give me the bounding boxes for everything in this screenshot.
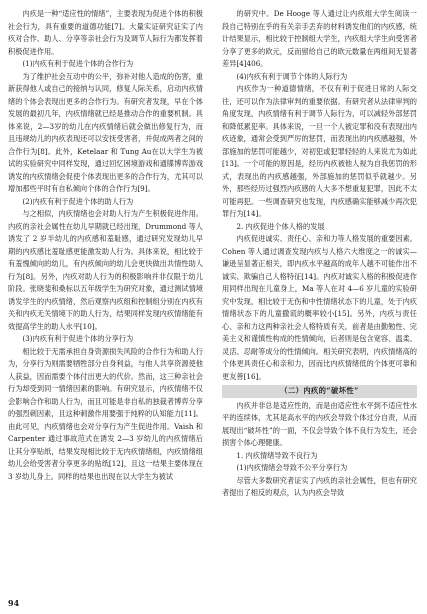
body-paragraph: 内疚作为一种道德情绪，不仅有利于促进日常的人际交往，还可以作为法律审判的重要依据。有研究者从法律审判的角度发现，内疚情绪有利于调节人际行为，可以减轻外部惩罚和降低累犯率。具体来说，一旦一个人被定罪和没有表现出内疚迹象，通常会受到严厉的惩罚，而表现出的内疚感越强，外部施加的惩罚可能越少，对初犯或犯罪轻轻的人来说尤为如此[13]。一个可能的原因是，经历内疚被他人视为自我惩罚的形式，表现出的内疚感越强，外部施加的惩罚似乎就越少。另外，那些经历过强烈内疚感的人大多不想重复犯罪，因此不太可能再犯。一些调查研究也发现，内疚感确实能够减少再次犯罪行为[14]。 [222, 84, 417, 218]
subheading: (2)内疚有利于促进个体的助人行为 [22, 196, 134, 206]
body-paragraph: 的研究中。De Hooge 等人通过让内疚组大学生阅读一段自己特别在乎的有关亲手丢弃的材料诱发他们的内疚感，统计结果显示，相比较于控制组大学生，内疚组大学生向受害者分享了更多的欧元，反而留给自己的欧元数量在两组间无显著差异[4]406。 [222, 9, 417, 68]
body-paragraph: 相比较于无需承担自身资源损失风险的合作行为和助人行为，分享行为则需要牺牲部分自身利益，与他人共享资源使他人获益，因而需要个体付出更大的代价。然而，这三种亲社会行为却受到同一情绪因素的影响。有研究显示，内疚情绪不仅会影响合作和助人行为，而且可能是非自私的独裁者博弈分享的强烈刺因素，且这种刺激作用要强于纯粹的认知能力[11]。由此可见，内疚情绪也会对分享行为产生促进作用。Vaish 和 Carpenter 通过事故范式在诱发 2—3 岁幼儿的内疚情绪后让其分享贴纸，结果发现相比较于无内疚情绪组，内疚情绪组幼儿会给受害者分享更多的贴纸[12]，且这一结果主要体现在 3 岁幼儿身上。同样的结果也出现在以大学生为被试 [8, 346, 203, 481]
body-paragraph: 尽管大多数研究者证实了内疚的亲社会属性，但也有研究者提出了相反的观点，认为内疚会导致 [222, 475, 417, 497]
subheading: (1)内疚有利于促进个体的合作行为 [22, 59, 134, 68]
body-paragraph: 内疚并非总是适应性的，而是由适应性水平到不适应性水平的连续体，尤其是高水平的内疚会导致个体过分自责，从而展现出“破坏性”的一面，不仅会导致个体不良行为发生，还会损害个体心理健康。 [222, 400, 417, 447]
body-paragraph: 为了维护社会互动中的公平，弥补对他人造成的伤害，重新获得他人或自己的接纳与认同，修复人际关系，启动内疚情绪的个体会表现出更多的合作行为。有研究者发现，早在个体发展的最初几年，内疚情绪就已经是推动合作的重要机制。具体来说，2—3岁的幼儿在内疚情绪后就会做出修复行为，而且违规幼儿的内疚表现还可以安抚受害者，并促成两者之间的合作行为[8]。此外，Ketelaar 和 Tung Au在以大学生为被试的实验研究中同样发现，通过回忆困境游戏和通牒博弈游戏诱发的内疚情绪会促使个体表现出更多的合作行为，尤其可以增加那些平时有自私倾向个体的合作行为[9]。 [8, 71, 203, 193]
right-column [222, 8, 417, 598]
body-paragraph: 与之相似，内疚情绪也会对助人行为产生积极促进作用。内疚的亲社会属性在幼儿早期就已经出现，Drummond 等人诱发了 2 岁半幼儿的内疚感和羞耻感，通过研究发现幼儿早期的内疚感比羞耻感更能激发助人行为。具体来说，相比较于有羞愧倾向的幼儿，有内疚倾向的幼儿会更快做出共情性助人行为[8]。另外，内疚对助人行为的积极影响并非仅限于幼儿阶段。张晓斐和桑标以五年级学生为研究对象，通过测试情境诱发学生的内疚情绪，然后观察内疚组和控制组分别在内疚有关和内疚无关情境下的助人行为，结果同样发现内疚情绪能有效提高学生的助人水平[10]。 [8, 209, 203, 331]
body-paragraph: 内疚是一种“适应性的情绪”，主要表现为促进个体的积极社会行为，具有重要的道德功能[7]。大量实证研究证实了内疚对合作、助人、分享等亲社会行为及调节人际行为都发挥着积极促进作用。 [8, 9, 203, 56]
subheading: 2. 内疚促进个体人格的发展 [236, 221, 325, 231]
left-column [8, 8, 203, 598]
subheading: 1. 内疚情绪导致不良行为 [236, 450, 318, 460]
section-heading: （二）内疚的“破坏性” [222, 385, 417, 398]
subheading: (4)内疚有利于调节个体的人际行为 [236, 71, 348, 81]
subheading: (1)内疚情绪会导致不公平分享行为 [236, 463, 348, 472]
page-number: 94 [8, 598, 20, 608]
subheading: (3)内疚有利于促进个体的分享行为 [22, 334, 134, 343]
body-paragraph: 内疚促进诚实、责任心、亲和力等人格发展的重要因素。Cohen 等人通过调查发现内疚与人格六大维度之一的诚实—谦逊呈显著正相关，即内疚水平越高的成年人越不可能作出不诚实、欺骗自己人格特征[14]。内疚对诚实人格的积极促进作用同样出现在儿童身上，Ma 等人在对 4—6 岁儿童的实验研究中发现，相比较于无伤和中性情绪状态下的儿童，处于内疚情绪状态下的儿童撒谎的概率较小[15]。另外，内疚与责任心、亲和力这两种亲社会人格特质有关。前者是由勤勉性、完美主义和谨慎性构成的性情倾向，后者则是包含宽容、温柔、灵活、忍耐等成分的性情倾向。相关研究表明，内疚情绪高的个体更具责任心和亲和力，因而比内疚情绪低的个体更可靠和更友善[16]。 [222, 234, 417, 381]
